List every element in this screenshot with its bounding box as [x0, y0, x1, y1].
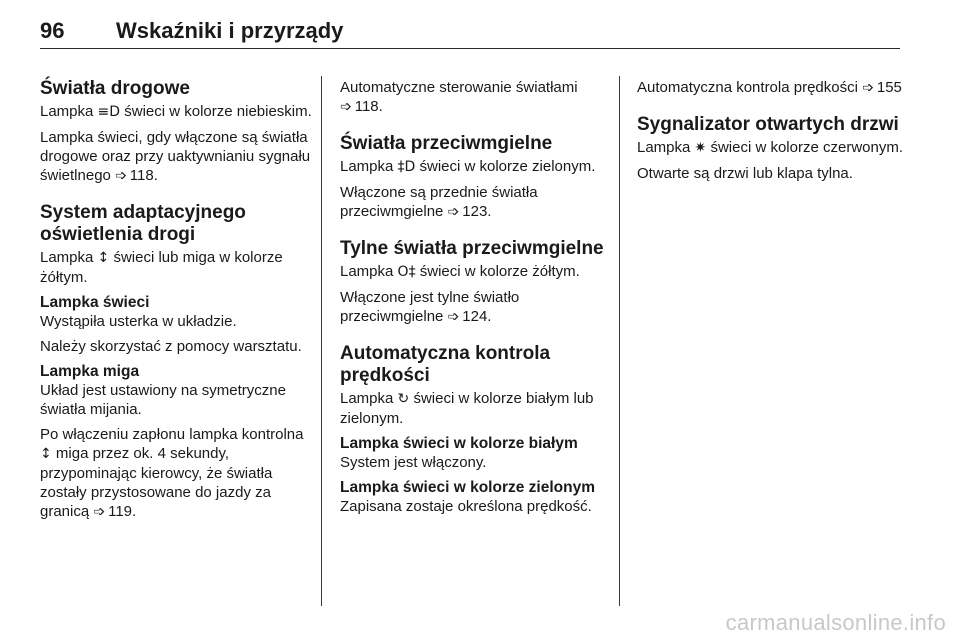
subsection-title: Lampka świeci [40, 294, 150, 311]
front-fog-icon: ‡D [397, 159, 416, 175]
page-header [40, 18, 900, 49]
section-title: Tylne światła przeciwmgielne [340, 238, 604, 259]
paragraph: Należy skorzystać z pomocy warsztatu. [40, 338, 302, 355]
paragraph: Lampka ✷ świeci w kolorze czerwonym. [637, 139, 903, 156]
paragraph: Lampka świeci, gdy włączone są światła drogowe oraz przy uaktywnianiu sygnału świetlnego ➩ 118. [40, 129, 311, 184]
high-beam-icon: ≡D [97, 104, 121, 120]
section-front-fog [340, 133, 608, 222]
section-high-beam [40, 78, 312, 186]
page-ref-link[interactable]: 118. [129, 167, 158, 184]
section-auto-lights [340, 78, 608, 117]
watermark: carmanualsonline.info [725, 610, 946, 635]
arrow-ref-icon: ➩ [447, 204, 460, 220]
paragraph: Wystąpiła usterka w układzie. [40, 313, 237, 330]
paragraph: Włączone jest tylne światło przeciwmgielne ➩ 124. [340, 289, 520, 325]
column-divider [321, 76, 322, 606]
page-title: Wskaźniki i przyrządy [116, 18, 344, 43]
section-title: Światła przeciwmgielne [340, 133, 553, 154]
paragraph: Po włączeniu zapłonu lampka kontrolna ↕ miga przez ok. 4 sekundy, przypominając kierowcy, że światła zostały przystosowane do jazdy za granicą ➩ 119. [40, 426, 304, 520]
paragraph: Automatyczna kontrola prędkości ➩ 155 [637, 79, 902, 96]
paragraph: Lampka ↕ świeci lub miga w kolorze żółtym. [40, 249, 283, 286]
page-ref-link[interactable]: 124. [462, 308, 492, 325]
subsection-title: Lampka miga [40, 363, 140, 380]
door-open-icon: ✷ [694, 140, 707, 156]
arrow-ref-icon: ➩ [340, 99, 352, 115]
paragraph: Lampka ‡D świeci w kolorze zielonym. [340, 158, 596, 175]
section-cruise-ref [637, 78, 905, 98]
column-3 [637, 78, 905, 199]
arrow-ref-icon: ➩ [115, 168, 127, 184]
rear-fog-icon: O‡ [397, 264, 416, 280]
section-title: Automatyczna kontrola prędkości [340, 343, 551, 386]
subsection-title: Lampka świeci w kolorze zielonym [340, 479, 595, 496]
cruise-control-icon: ↻ [397, 391, 410, 407]
paragraph: Lampka O‡ świeci w kolorze żółtym. [340, 263, 580, 280]
paragraph: Zapisana zostaje określona prędkość. [340, 498, 592, 515]
section-title: Sygnalizator otwartych drzwi [637, 114, 899, 135]
paragraph: Automatyczne sterowanie światłami ➩ 118. [340, 79, 578, 115]
column-divider [619, 76, 620, 606]
page-ref-link[interactable]: 118. [354, 98, 383, 115]
section-title: Światła drogowe [40, 78, 190, 99]
section-door-open [637, 114, 905, 183]
column-2 [340, 78, 608, 532]
arrow-ref-icon: ➩ [93, 504, 106, 520]
section-adaptive-lighting [40, 202, 312, 522]
section-title: System adaptacyjnego oświetlenia drogi [40, 202, 246, 245]
section-cruise-control [340, 343, 608, 516]
page-ref-link[interactable]: 155 [876, 79, 902, 96]
paragraph: Układ jest ustawiony na symetryczne światła mijania. [40, 382, 286, 418]
adaptive-light-icon: ↕ [40, 446, 52, 462]
paragraph: Lampka ≡D świeci w kolorze niebieskim. [40, 103, 312, 120]
paragraph: Lampka ↻ świeci w kolorze białym lub zielonym. [340, 390, 594, 427]
page-number: 96 [40, 18, 65, 43]
page-ref-link[interactable]: 119. [108, 503, 137, 520]
paragraph: Otwarte są drzwi lub klapa tylna. [637, 165, 853, 182]
subsection-title: Lampka świeci w kolorze białym [340, 435, 578, 452]
paragraph: System jest włączony. [340, 454, 487, 471]
page-ref-link[interactable]: 123. [462, 203, 492, 220]
arrow-ref-icon: ➩ [862, 80, 874, 96]
section-rear-fog [340, 238, 608, 327]
paragraph: Włączone są przednie światła przeciwmgielne ➩ 123. [340, 184, 538, 220]
column-1 [40, 78, 312, 538]
arrow-ref-icon: ➩ [447, 309, 460, 325]
adaptive-light-icon: ↕ [97, 250, 110, 266]
